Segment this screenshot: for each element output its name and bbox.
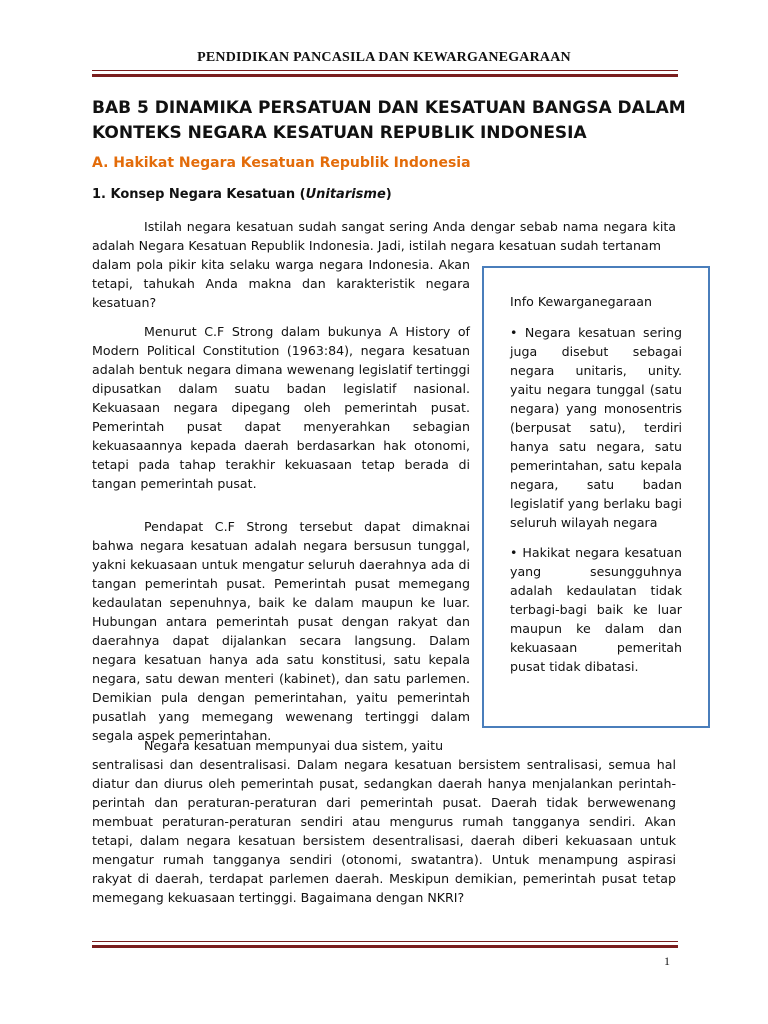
chapter-title-line-1: BAB 5 DINAMIKA PERSATUAN DAN KESATUAN BANGSA DALAM [92, 98, 686, 118]
info-box-bullet-2: • Hakikat negara kesatuan yang sesungguhnya adalah kedaulatan tidak terbagi-bagi baik ke luar maupun ke dalam dan kekuasaan pemeritah pusat tidak dibatasi. [510, 545, 682, 674]
paragraph-1-intro: Istilah negara kesatuan sudah sangat sering Anda dengar sebab nama negara kita adalah Negara Kesatuan Republik Indonesia. Jadi, istilah negara kesatuan sudah tertanam [92, 219, 676, 253]
paragraph-4-continued: sentralisasi dan desentralisasi. Dalam negara kesatuan bersistem sentralisasi, semua hal diatur dan diurus oleh pemerintah pusat, sedangkan daerah hanya menjalankan perintah-perintah dan peraturan-peraturan dari pemerintah pusat. Daerah tidak berwewenang membuat peraturan-peraturan sendiri atau mengurus rumah tangganya sendiri. Akan tetapi, dalam negara kesatuan bersistem desentralisasi, daerah diberi kekuasaan untuk mengatur rumah tangganya sendiri (otonomi, swatantra). Untuk menampung aspirasi rakyat di daerah, terdapat parlemen daerah. Meskipun demikian, pemerintah pusat tetap memegang kekuasaan tertinggi. Bagaimana dengan NKRI? [92, 757, 676, 905]
paragraph-1-continued: dalam pola pikir kita selaku warga negara Indonesia. Akan tetapi, tahukah Anda makna dan karakteristik negara kesatuan? [92, 257, 470, 310]
chapter-title-line-2: KONTEKS NEGARA KESATUAN REPUBLIK INDONESIA [92, 123, 587, 143]
info-box-bullet-1: • Negara kesatuan sering juga disebut sebagai negara unitaris, unity. yaitu negara tunggal (satu negara) yang monosentris (berpusat satu), terdiri hanya satu negara, satu pemerintahan, satu kepala negara, satu badan legislatif yang berlaku bagi seluruh wilayah negara [510, 325, 682, 530]
header-rule-thick [92, 74, 678, 77]
subsection-title-italic: Unitarisme [305, 187, 386, 202]
page-number: 1 [664, 954, 670, 968]
subsection-title-prefix: 1. Konsep Negara Kesatuan ( [92, 187, 306, 202]
footer-rule-thick [92, 945, 678, 948]
paragraph-2: Menurut C.F Strong dalam bukunya A History of Modern Political Constitution (1963:84), negara kesatuan adalah bentuk negara dimana wewenang legislatif tertinggi dipusatkan dalam suatu badan legislatif nasional. Kekuasaan negara dipegang oleh pemerintah pusat. Pemerintah pusat dapat menyerahkan sebagian kekuasaannya kepada daerah berdasarkan hak otonomi, tetapi pada tahap terakhir kekuasaan tetap berada di tangan pemerintah pusat. [92, 324, 470, 491]
paragraph-3: Pendapat C.F Strong tersebut dapat dimaknai bahwa negara kesatuan adalah negara bersusun tunggal, yakni kekuasaan untuk mengatur seluruh daerahnya ada di tangan pemerintah pusat. Pemerintah pusat memegang kedaulatan sepenuhnya, baik ke dalam maupun ke luar. Hubungan antara pemerintah pusat dengan rakyat dan daerahnya dapat dijalankan secara langsung. Dalam negara kesatuan hanya ada satu konstitusi, satu kepala negara, satu dewan menteri (kabinet), dan satu parlemen. Demikian pula dengan pemerintahan, yaitu pemerintah pusatlah yang memegang wewenang tertinggi dalam segala aspek pemerintahan. [92, 519, 470, 743]
subsection-title-suffix: ) [385, 187, 392, 202]
subsection-title [92, 187, 392, 202]
info-box-title: Info Kewarganegaraan [510, 294, 652, 309]
running-header: PENDIDIKAN PANCASILA DAN KEWARGANEGARAAN [197, 50, 571, 65]
paragraph-4-intro: Negara kesatuan mempunyai dua sistem, yaitu [144, 738, 444, 753]
section-title: A. Hakikat Negara Kesatuan Republik Indonesia [92, 155, 471, 171]
chapter-title [92, 96, 692, 146]
footer-rule-thin [92, 941, 678, 942]
header-rule-thin [92, 70, 678, 71]
info-box [482, 266, 710, 728]
